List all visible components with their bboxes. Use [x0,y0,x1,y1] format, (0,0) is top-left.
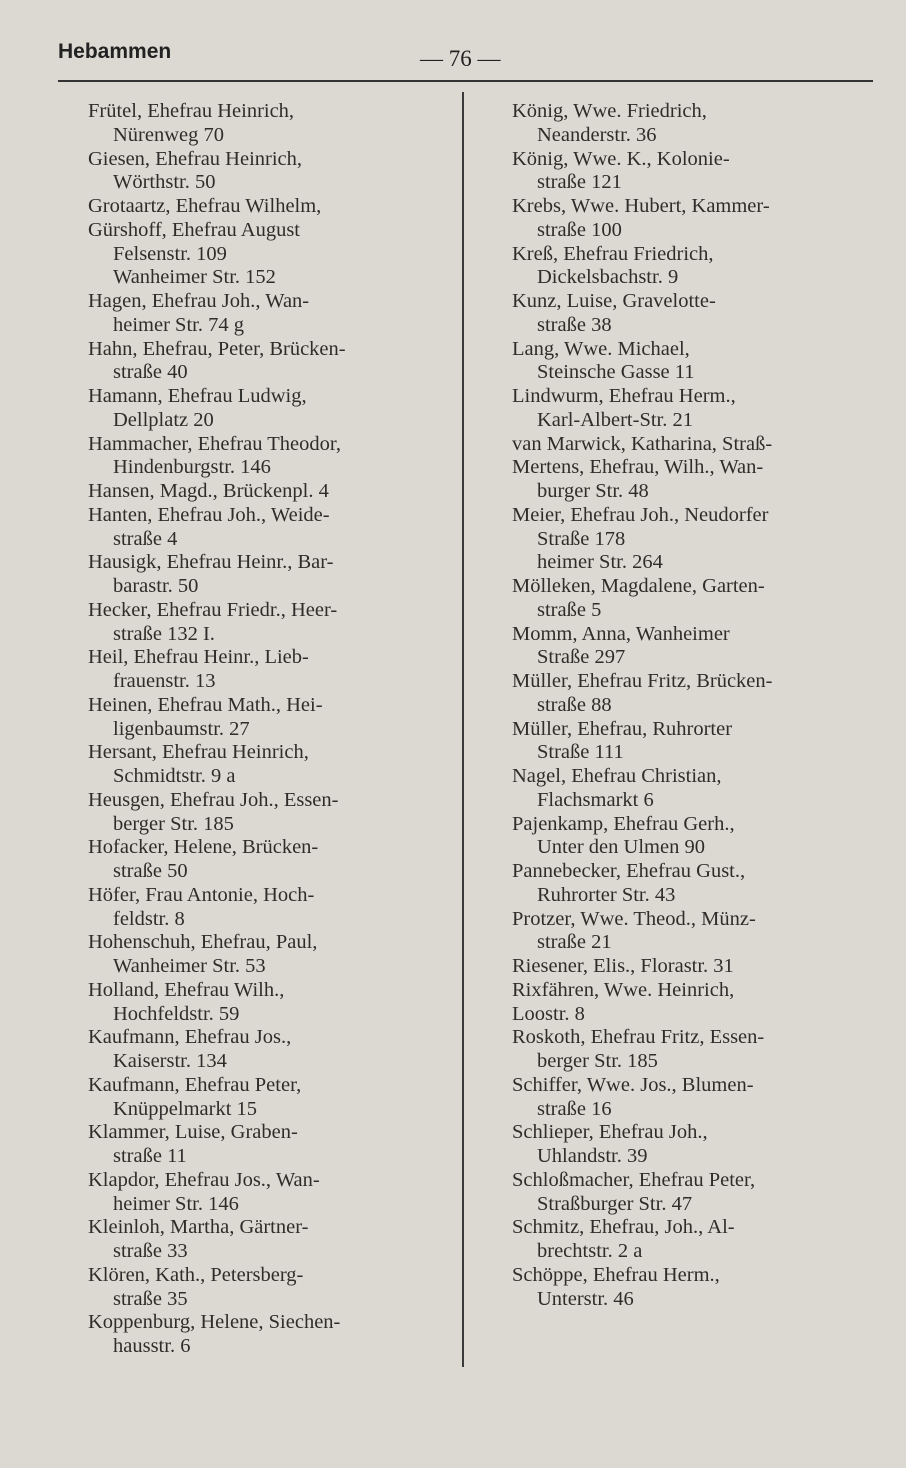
directory-entry [512,456,874,504]
directory-entry [88,1169,448,1217]
directory-entry [88,551,448,599]
directory-entry [88,100,448,148]
directory-entry [512,1216,874,1264]
directory-entry [88,290,448,338]
entry-continuation: brechtstr. 2 a [537,1240,643,1262]
directory-entry [88,789,448,837]
entry-line: Roskoth, Ehefrau Fritz, Essen- [512,1026,765,1049]
directory-entry [512,1169,874,1217]
entry-line: Kaufmann, Ehefrau Peter, [88,1073,302,1096]
entry-continuation: Wörthstr. 50 [113,171,216,194]
entry-line: Hersant, Ehefrau Heinrich, [88,741,309,764]
entry-continuation: Knüppelmarkt 15 [113,1097,258,1120]
entry-continuation: heimer Str. 146 [113,1192,239,1215]
entry-continuation: berger Str. 185 [113,812,234,835]
directory-entry [512,813,874,861]
entry-continuation: straße 121 [537,171,622,194]
entry-continuation: straße 132 I. [113,622,215,645]
entry-continuation: heimer Str. 264 [537,551,663,574]
entry-line: Hanten, Ehefrau Joh., Weide- [88,503,330,526]
directory-entry [88,1264,448,1312]
entry-line: Heinen, Ehefrau Math., Hei- [88,693,323,716]
directory-entry [88,148,448,196]
entry-continuation: Flachsmarkt 6 [537,788,654,811]
directory-entry [512,575,874,623]
directory-entry [512,1264,874,1312]
entry-line: Kunz, Luise, Gravelotte- [512,290,716,312]
entry-line: Schiffer, Wwe. Jos., Blumen- [512,1073,754,1096]
entry-line: Höfer, Frau Antonie, Hoch- [88,883,315,906]
entry-line: Gürshoff, Ehefrau August [88,218,300,241]
entry-continuation: Wanheimer Str. 53 [113,955,266,977]
entry-line: Schmitz, Ehefrau, Joh., Al- [512,1216,735,1239]
entry-line: Heil, Ehefrau Heinr., Lieb- [88,646,309,669]
left-column [88,100,448,1359]
entry-continuation: straße 40 [113,361,188,384]
directory-entry [512,1026,874,1074]
directory-entry [512,623,874,671]
directory-entry [512,955,874,979]
page-number: — 76 — [420,46,501,71]
entry-continuation: straße 21 [537,931,612,954]
directory-entry [88,504,448,552]
entry-line: Pannebecker, Ehefrau Gust., [512,860,746,882]
entry-line: Klören, Kath., Petersberg- [88,1263,304,1286]
directory-entry [88,694,448,742]
entry-continuation: burger Str. 48 [537,480,649,502]
entry-continuation: Ruhrorter Str. 43 [537,883,676,906]
directory-entry [512,290,874,338]
entry-continuation: straße 11 [113,1145,187,1167]
directory-entry [512,979,874,1003]
entry-line: Mertens, Ehefrau, Wilh., Wan- [512,456,764,479]
entry-line: Hahn, Ehefrau, Peter, Brücken- [88,337,346,360]
entry-line: Hofacker, Helene, Brücken- [88,836,319,859]
directory-entry [88,338,448,386]
entry-line: Klammer, Luise, Graben- [88,1121,298,1144]
entry-continuation: Steinsche Gasse 11 [537,361,695,384]
directory-entry [512,765,874,813]
directory-entry [88,1026,448,1074]
entry-line: Hecker, Ehefrau Friedr., Heer- [88,598,338,621]
directory-entry [88,646,448,694]
directory-entry [512,148,874,196]
entry-continuation: Dellplatz 20 [113,408,214,431]
entry-line: Grotaartz, Ehefrau Wilhelm, [88,195,322,217]
entry-line: Klapdor, Ehefrau Jos., Wan- [88,1168,320,1191]
entry-line: Holland, Ehefrau Wilh., [88,978,285,1001]
entry-line: Kleinloh, Martha, Gärtner- [88,1216,309,1239]
entry-line: Hansen, Magd., Brückenpl. 4 [88,480,329,502]
entry-continuation: Straße 297 [537,646,626,669]
directory-entry [512,433,874,457]
directory-entry [512,718,874,766]
entry-continuation: Felsenstr. 109 [113,242,227,265]
entry-continuation: straße 88 [537,693,612,716]
directory-entry [512,908,874,956]
entry-continuation: Unterstr. 46 [537,1287,634,1310]
entry-continuation: Straßburger Str. 47 [537,1192,693,1215]
right-column [512,100,874,1311]
entry-line: König, Wwe. Friedrich, [512,100,707,122]
entry-line: Hammacher, Ehefrau Theodor, [88,432,341,455]
directory-entry [88,385,448,433]
entry-line: Lindwurm, Ehefrau Herm., [512,385,736,407]
entry-continuation: Schmidtstr. 9 a [113,765,236,787]
entry-line: Müller, Ehefrau Fritz, Brücken- [512,670,773,692]
directory-entry [512,385,874,433]
directory-entry [88,1121,448,1169]
directory-entry [512,100,874,148]
directory-entry [512,195,874,243]
entry-line: Momm, Anna, Wanheimer [512,622,730,645]
entry-line: Hamann, Ehefrau Ludwig, [88,385,307,407]
column-divider [462,92,464,1367]
directory-entry [512,1003,874,1027]
directory-entry [88,1074,448,1122]
directory-entry [88,1216,448,1264]
directory-entry [88,836,448,884]
entry-continuation: straße 5 [537,598,602,621]
entry-line: Riesener, Elis., Florastr. 31 [512,955,734,977]
entry-line: Loostr. 8 [512,1002,585,1025]
entry-line: Mölleken, Magdalene, Garten- [512,575,765,597]
directory-entry [88,266,448,290]
entry-continuation: Kaiserstr. 134 [113,1050,227,1072]
directory-entry [88,1311,448,1359]
entry-line: Krebs, Wwe. Hubert, Kammer- [512,195,770,217]
entry-line: Pajenkamp, Ehefrau Gerh., [512,812,735,835]
entry-line: van Marwick, Katharina, Straß- [512,432,773,455]
directory-entry [88,599,448,647]
directory-entry [88,741,448,789]
entry-continuation: frauenstr. 13 [113,670,216,692]
entry-line: Nagel, Ehefrau Christian, [512,765,722,787]
entry-line: Meier, Ehefrau Joh., Neudorfer [512,503,769,526]
entry-continuation: straße 33 [113,1240,188,1262]
entry-continuation: barastr. 50 [113,575,199,597]
entry-continuation: hausstr. 6 [113,1335,191,1357]
entry-line: Protzer, Wwe. Theod., Münz- [512,907,756,930]
entry-line: Giesen, Ehefrau Heinrich, [88,147,303,170]
entry-continuation: Uhlandstr. 39 [537,1145,648,1167]
directory-entry [512,338,874,386]
entry-continuation: heimer Str. 74 g [113,313,244,336]
entry-continuation: Nürenweg 70 [113,123,225,146]
entry-line: Rixfähren, Wwe. Heinrich, [512,978,735,1001]
directory-entry [512,1074,874,1122]
header-rule [58,80,873,82]
entry-line: Frütel, Ehefrau Heinrich, [88,100,295,122]
entry-continuation: Hindenburgstr. 146 [113,456,271,479]
directory-entry [88,931,448,979]
entry-line: Schlieper, Ehefrau Joh., [512,1121,708,1144]
directory-entry [512,860,874,908]
directory-entry [88,979,448,1027]
entry-line: Lang, Wwe. Michael, [512,337,690,360]
entry-continuation: straße 50 [113,860,188,882]
entry-line: Kaufmann, Ehefrau Jos., [88,1026,292,1049]
entry-continuation: Unter den Ulmen 90 [537,836,705,859]
section-title: Hebammen [58,40,172,63]
entry-line: Koppenburg, Helene, Siechen- [88,1311,341,1334]
directory-entry [88,219,448,267]
directory-entry [88,195,448,219]
entry-continuation: straße 16 [537,1097,612,1120]
directory-entry [88,884,448,932]
directory-entry [512,551,874,575]
directory-entry [512,504,874,552]
entry-continuation: straße 35 [113,1287,188,1310]
entry-line: Hohenschuh, Ehefrau, Paul, [88,931,318,954]
entry-line: Schloßmacher, Ehefrau Peter, [512,1168,756,1191]
entry-continuation: Dickelsbachstr. 9 [537,266,679,289]
entry-continuation: Karl-Albert-Str. 21 [537,408,693,431]
entry-continuation: berger Str. 185 [537,1050,658,1072]
entry-continuation: straße 4 [113,527,178,550]
entry-continuation: straße 38 [537,313,612,336]
entry-continuation: Straße 111 [537,741,624,764]
entry-line: Hagen, Ehefrau Joh., Wan- [88,290,310,312]
directory-entry [512,243,874,291]
directory-entry [88,480,448,504]
entry-continuation: Neanderstr. 36 [537,123,657,146]
entry-line: Kreß, Ehefrau Friedrich, [512,242,714,265]
entry-line: König, Wwe. K., Kolonie- [512,147,730,170]
entry-line: Müller, Ehefrau, Ruhrorter [512,717,733,740]
directory-entry [512,1121,874,1169]
entry-continuation: straße 100 [537,218,622,241]
entry-continuation: feldstr. 8 [113,907,185,930]
entry-continuation: Hochfeldstr. 59 [113,1002,240,1025]
entry-line: Hausigk, Ehefrau Heinr., Bar- [88,551,334,574]
entry-continuation: ligenbaumstr. 27 [113,717,250,740]
entry-line: Schöppe, Ehefrau Herm., [512,1263,720,1286]
entry-continuation: Straße 178 [537,527,626,550]
directory-entry [88,433,448,481]
entry-line: Heusgen, Ehefrau Joh., Essen- [88,788,339,811]
entry-continuation: Wanheimer Str. 152 [113,266,276,289]
directory-entry [512,670,874,718]
